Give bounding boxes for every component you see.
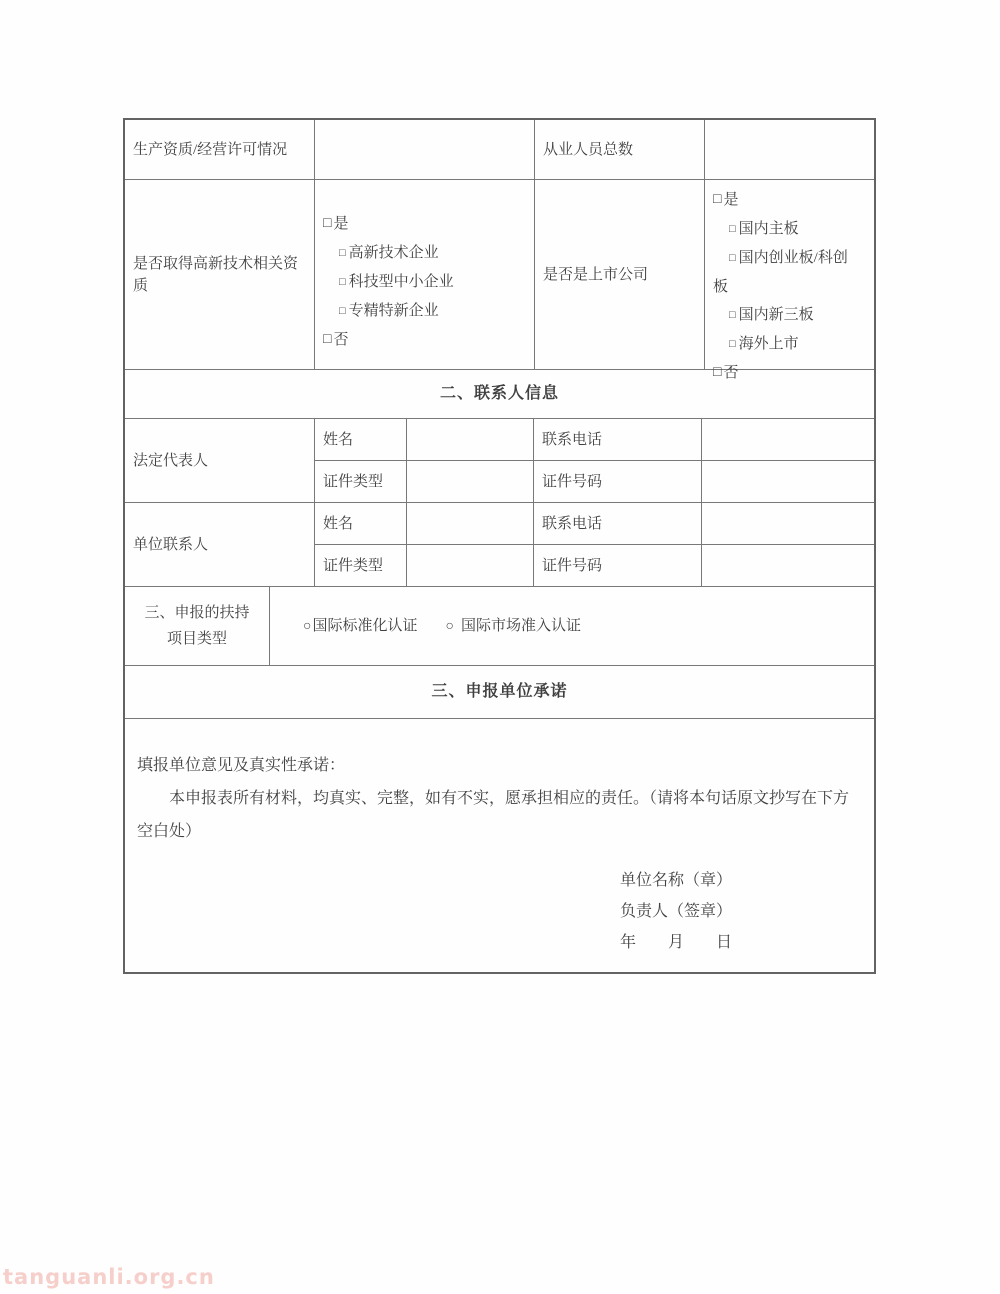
checkbox-icon: □ xyxy=(729,338,736,350)
production-license-label: 生产资质/经营许可情况 xyxy=(125,120,315,180)
support-type-label-text xyxy=(144,600,249,652)
row-hightech-listed xyxy=(125,180,874,381)
signature-person: 负责人（签章） xyxy=(619,903,732,920)
signature-block xyxy=(620,865,732,962)
production-license-value-cell xyxy=(315,120,535,180)
checkbox-icon: □ xyxy=(713,192,722,207)
application-form-table xyxy=(123,118,876,974)
hightech-suboption xyxy=(323,239,526,268)
checkbox-icon: □ xyxy=(713,365,722,380)
listed-suboption xyxy=(713,215,862,244)
checkbox-icon: □ xyxy=(323,332,332,347)
commitment-intro-line: 填报单位意见及真实性承诺： xyxy=(137,757,346,774)
id-number-label: 证件号码 xyxy=(534,545,702,587)
listed-option-yes xyxy=(713,186,862,215)
hightech-option-list xyxy=(323,184,526,355)
option-label: 否 xyxy=(333,332,349,348)
name-value-cell xyxy=(407,503,534,545)
id-type-label: 证件类型 xyxy=(315,545,407,587)
radio-icon: ○ xyxy=(445,618,454,634)
support-type-label xyxy=(125,587,270,666)
contacts-section-header: 二、联系人信息 xyxy=(125,370,874,419)
checkbox-icon: □ xyxy=(339,247,346,259)
id-number-label: 证件号码 xyxy=(534,461,702,503)
phone-label: 联系电话 xyxy=(534,503,702,545)
option-label: 海外上市 xyxy=(738,336,799,352)
name-value-cell xyxy=(407,419,534,461)
commitment-section-header: 三、申报单位承诺 xyxy=(125,666,874,719)
checkbox-icon: □ xyxy=(339,276,346,288)
checkbox-icon: □ xyxy=(729,309,736,321)
id-type-label: 证件类型 xyxy=(315,461,407,503)
checkbox-icon: □ xyxy=(729,223,736,235)
option-label: 国际市场准入认证 xyxy=(460,617,581,634)
legal-rep-label: 法定代表人 xyxy=(125,419,315,503)
listed-option-list xyxy=(713,184,862,388)
option-label: 国内新三板 xyxy=(738,307,814,323)
listed-suboption xyxy=(713,244,862,301)
id-number-value-cell xyxy=(702,545,874,587)
id-number-value-cell xyxy=(702,461,874,503)
option-label: 专精特新企业 xyxy=(348,303,439,319)
option-label: 国内创业板/科创板 xyxy=(713,250,848,295)
checkbox-icon: □ xyxy=(323,216,332,231)
phone-value-cell xyxy=(702,419,874,461)
listed-company-label: 是否是上市公司 xyxy=(535,180,705,370)
hightech-suboption xyxy=(323,297,526,326)
support-type-label-line2: 项目类型 xyxy=(166,631,227,647)
name-label: 姓名 xyxy=(315,503,407,545)
name-label: 姓名 xyxy=(315,419,407,461)
employees-total-label: 从业人员总数 xyxy=(535,120,705,180)
support-type-label-line1: 三、申报的扶持 xyxy=(144,605,250,621)
option-label: 国际标准化认证 xyxy=(312,617,418,634)
commitment-body-cell xyxy=(125,719,874,972)
option-label: 否 xyxy=(723,365,739,381)
contact-row-legal-rep xyxy=(125,419,874,503)
hightech-options-cell xyxy=(315,180,535,370)
hightech-suboption xyxy=(323,268,526,297)
unit-contact-label: 单位联系人 xyxy=(125,503,315,587)
listed-suboption xyxy=(713,330,862,359)
option-label: 高新技术企业 xyxy=(348,245,439,261)
option-label: 科技型中小企业 xyxy=(348,274,454,290)
listed-options-cell xyxy=(705,180,874,381)
commitment-section xyxy=(125,666,874,719)
support-type-options-cell xyxy=(270,587,874,666)
contact-row-unit-contact xyxy=(125,503,874,587)
row-support-project-type xyxy=(125,587,874,666)
employees-total-value-cell xyxy=(705,120,874,180)
radio-option-intl-standard xyxy=(303,615,417,638)
option-label: 是 xyxy=(333,216,349,232)
contacts-section xyxy=(125,370,874,419)
radio-option-market-access xyxy=(445,615,580,638)
hightech-option-no xyxy=(323,326,526,355)
row-production-employees xyxy=(125,120,874,180)
id-type-value-cell xyxy=(407,545,534,587)
signature-date-line: 年 月 日 xyxy=(619,934,732,951)
id-type-value-cell xyxy=(407,461,534,503)
checkbox-icon: □ xyxy=(339,305,346,317)
checkbox-icon: □ xyxy=(729,252,736,264)
hightech-option-yes xyxy=(323,210,526,239)
option-label: 是 xyxy=(723,192,739,208)
listed-suboption xyxy=(713,301,862,330)
option-label: 国内主板 xyxy=(738,221,799,237)
signature-unit-name: 单位名称（章） xyxy=(619,872,732,889)
phone-value-cell xyxy=(702,503,874,545)
radio-icon: ○ xyxy=(303,618,312,634)
hightech-qualification-label: 是否取得高新技术相关资质 xyxy=(125,180,315,370)
phone-label: 联系电话 xyxy=(534,419,702,461)
site-watermark: tanguanli.org.cn xyxy=(3,1265,215,1289)
commitment-statement: 本申报表所有材料，均真实、完整，如有不实，愿承担相应的责任。（请将本句话原文抄写在下方空白处） xyxy=(137,790,850,840)
